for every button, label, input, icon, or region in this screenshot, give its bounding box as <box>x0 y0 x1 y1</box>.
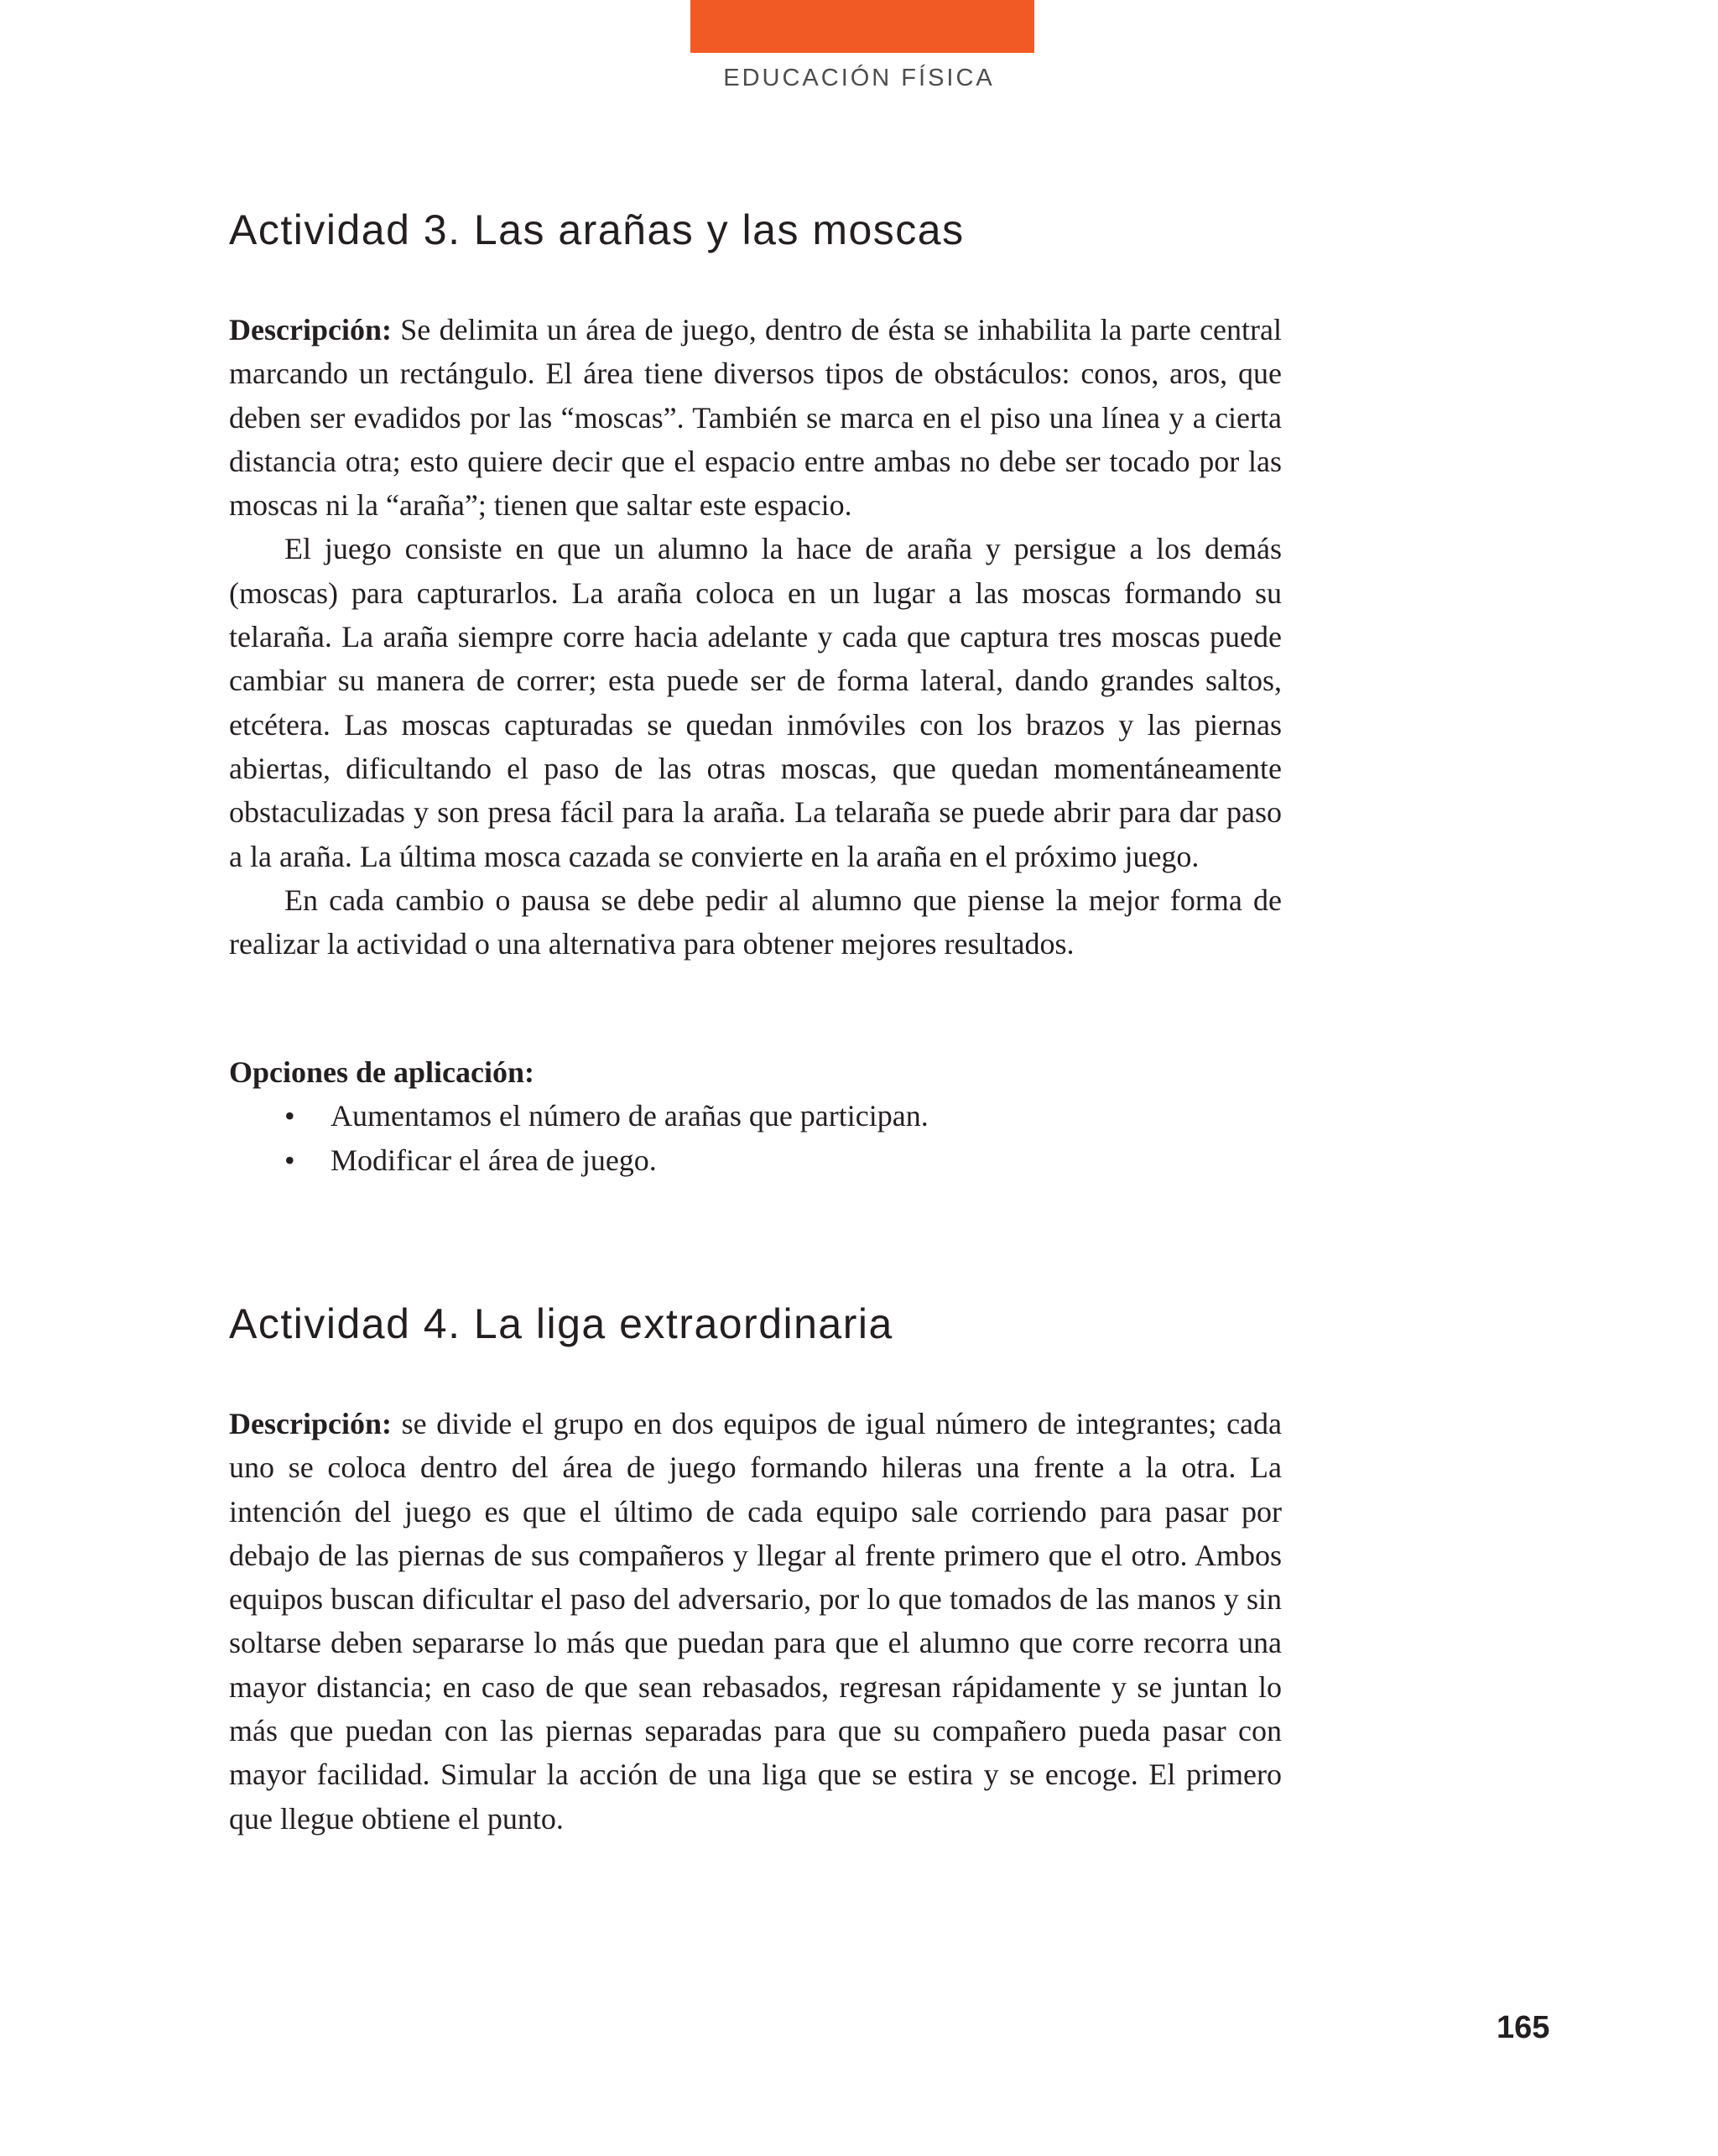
activity-3-paragraph-2: El juego consiste en que un alumno la hace de araña y persigue a los demás (moscas) para capturarlos. La araña coloca en un lugar a las moscas formando su telaraña. La araña siempre corre hacia adelante y cada que captura tres moscas puede cambiar su manera de correr; esta puede ser de forma lateral, dando grandes saltos, etcétera. Las moscas capturadas se quedan inmóviles con los brazos y las piernas abiertas, dificultando el paso de las otras moscas, que quedan momentáneamente obstaculizadas y son presa fácil para la araña. La telaraña se puede abrir para dar paso a la araña. La última mosca cazada se convierte en la araña en el próximo juego. <box>229 532 1282 873</box>
description-text: se divide el grupo en dos equipos de igual número de integrantes; cada uno se coloca dentro del área de juego formando hileras una frente a la otra. La intención del juego es que el último de cada equipo sale corriendo para pasar por debajo de las piernas de sus compañeros y llegar al frente primero que el otro. Ambos equipos buscan dificultar el paso del adversario, por lo que tomados de las manos y sin soltarse deben separarse lo más que puedan para que el alumno que corre recorra una mayor distancia; en caso de que sean rebasados, regresan rápidamente y se juntan lo más que puedan con las piernas separadas para que su compañero pueda pasar con mayor facilidad. Simular la acción de una liga que se estira y se encoge. El primero que llegue obtiene el punto. <box>229 1407 1282 1836</box>
options-list <box>229 1094 1282 1182</box>
option-text: Modificar el área de juego. <box>331 1143 657 1177</box>
header-accent-bar <box>690 0 1034 53</box>
list-item <box>229 1138 1282 1182</box>
options-title: Opciones de aplicación: <box>229 1055 535 1089</box>
description-label: Descripción: <box>229 313 392 346</box>
activity-3-paragraph-3: En cada cambio o pausa se debe pedir al alumno que piense la mejor forma de realizar la actividad o una alternativa para obtener mejores resultados. <box>229 883 1282 961</box>
activity-3-options <box>229 1050 1282 1182</box>
activity-4-body <box>229 1402 1282 1841</box>
activity-4-title: Actividad 4. La liga extraordinaria <box>229 1300 893 1347</box>
option-text: Aumentamos el número de arañas que participan. <box>331 1099 929 1133</box>
activity-3-body <box>229 308 1282 966</box>
activity-3-title: Actividad 3. Las arañas y las moscas <box>229 206 965 253</box>
bullet-icon: • <box>284 1143 295 1177</box>
activity-3-description <box>229 308 1282 527</box>
list-item <box>229 1094 1282 1138</box>
bullet-icon: • <box>284 1099 295 1133</box>
description-text: Se delimita un área de juego, dentro de ésta se inhabilita la parte central marcando un rectángulo. El área tiene diversos tipos de obstáculos: conos, aros, que deben ser evadidos por las “moscas”. También se marca en el piso una línea y a cierta distancia otra; esto quiere decir que el espacio entre ambas no debe ser tocado por las moscas ni la “araña”; tienen que saltar este espacio. <box>229 313 1282 523</box>
description-label: Descripción: <box>229 1407 392 1440</box>
activity-4-description <box>229 1402 1282 1841</box>
page-number: 165 <box>1497 2010 1550 2045</box>
running-head: EDUCACIÓN FÍSICA <box>723 65 995 91</box>
